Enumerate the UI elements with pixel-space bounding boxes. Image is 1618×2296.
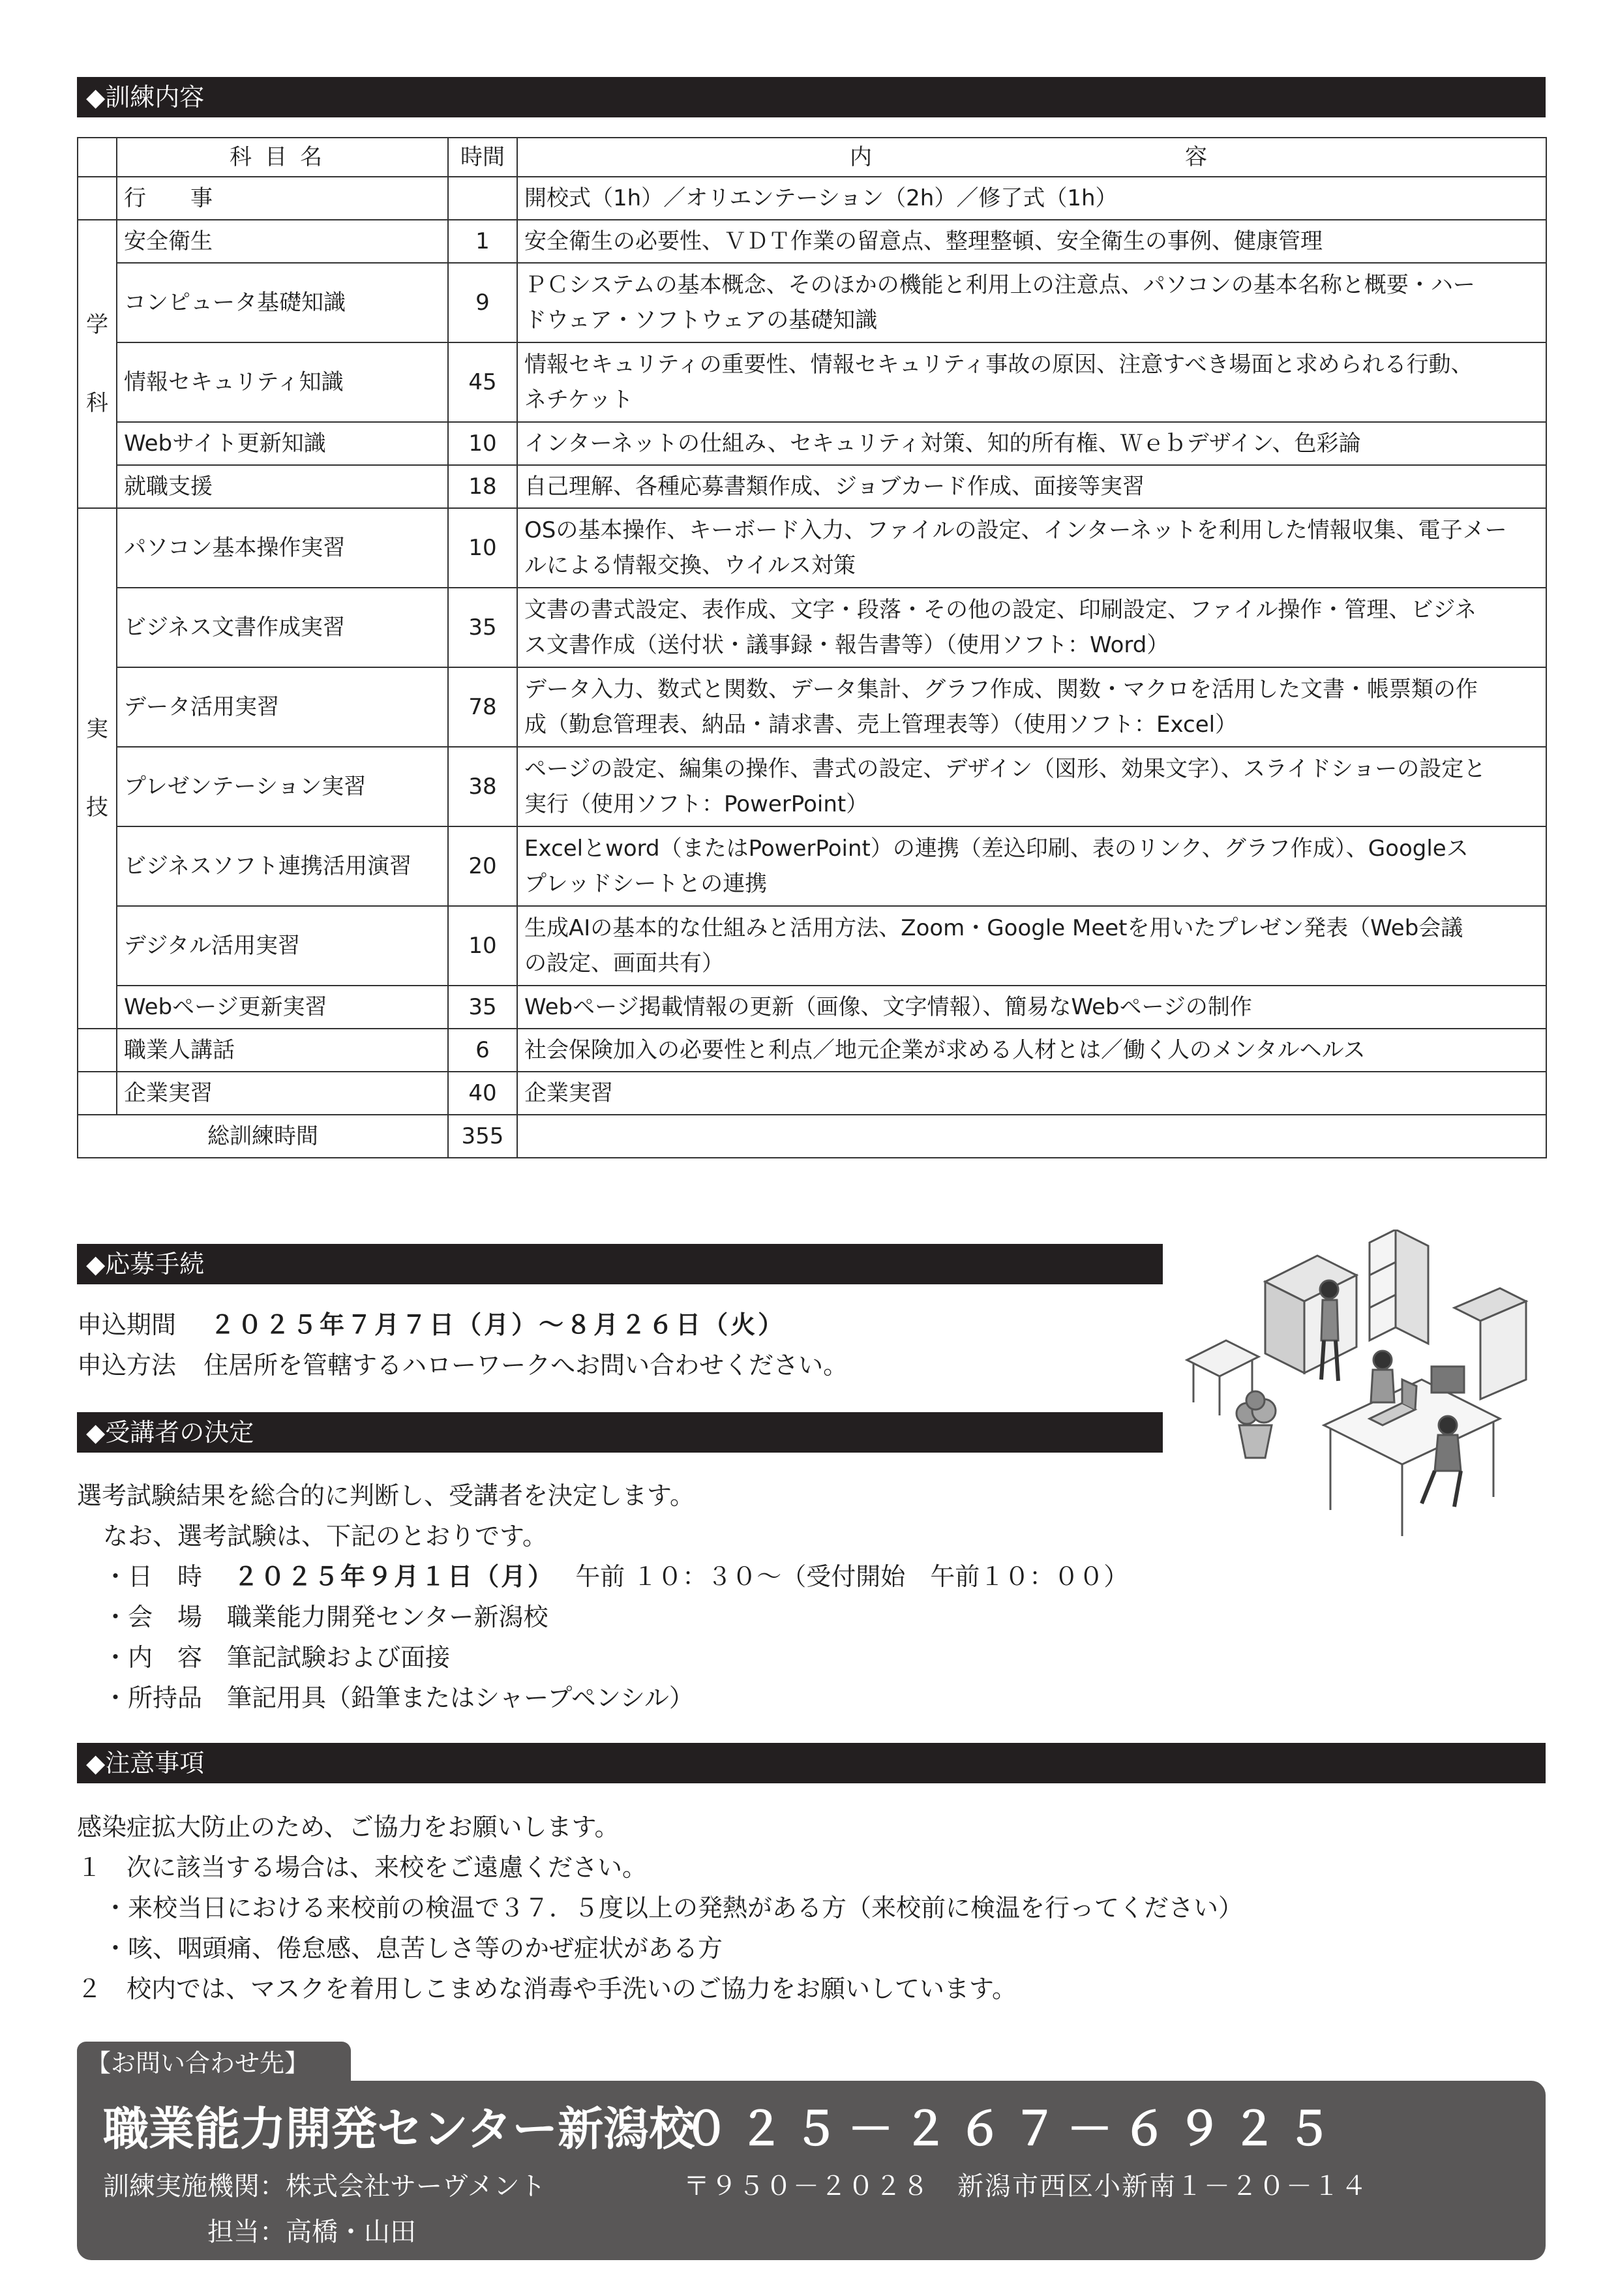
subject-name: 企業実習 xyxy=(117,1072,448,1115)
subject-content: データ入力、数式と関数、データ集計、グラフ作成、関数・マクロを活用した文書・帳票類の作 成（勤怠管理表、納品・請求書、売上管理表等）（使用ソフト：Excel） xyxy=(517,667,1546,747)
notes-item-2: ２ 校内では、マスクを着用しこまめな消毒や手洗いのご協力をお願いしています。 xyxy=(77,1974,1017,2003)
subject-hours: 18 xyxy=(448,465,517,508)
notes-item-1b: ・咳、咽頭痛、倦怠感、息苦しさ等のかぜ症状がある方 xyxy=(103,1934,723,1963)
contact-tab-label: 【お問い合わせ先】 xyxy=(86,2049,310,2077)
contact-tel: ０２５－２６７－６９２５ xyxy=(683,2102,1341,2156)
table-row xyxy=(78,1029,1546,1072)
table-row xyxy=(78,220,1546,263)
category-jitsugi: 実 技 xyxy=(78,508,117,1029)
subject-content: 生成AIの基本的な仕組みと活用方法、Zoom・Google Meetを用いたプレゼン発表（Web会議 の設定、画面共有） xyxy=(517,906,1546,986)
subject-name: Webページ更新実習 xyxy=(117,986,448,1029)
table-row xyxy=(78,826,1546,906)
table-row-event xyxy=(78,177,1546,220)
training-section-title: ◆訓練内容 xyxy=(86,83,205,112)
selection-section-title: ◆受講者の決定 xyxy=(86,1418,254,1447)
category-gakka: 学 科 xyxy=(78,220,117,508)
notes-item-1: １ 次に該当する場合は、来校をご遠慮ください。 xyxy=(77,1853,648,1882)
apply-method-value: 住居所を管轄するハローワークへお問い合わせください。 xyxy=(203,1351,848,1380)
header-hours: 時間 xyxy=(448,138,517,177)
training-table xyxy=(77,137,1547,1158)
table-row xyxy=(78,342,1546,422)
selection-date xyxy=(103,1556,1128,1597)
apply-period-label: 申込期間 xyxy=(77,1310,177,1339)
subject-content: Excelとword（またはPowerPoint）の連携（差込印刷、表のリンク、グラフ作成）、Googleス プレッドシートとの連携 xyxy=(517,826,1546,906)
header-content: 内容 xyxy=(517,138,1546,177)
table-row xyxy=(78,1072,1546,1115)
table-row xyxy=(78,465,1546,508)
subject-content: OSの基本操作、キーボード入力、ファイルの設定、インターネットを利用した情報収集、電子メー ルによる情報交換、ウイルス対策 xyxy=(517,508,1546,588)
selection-note: なお、選考試験は、下記のとおりです。 xyxy=(103,1522,547,1550)
subject-name: デジタル活用実習 xyxy=(117,906,448,986)
total-content xyxy=(517,1115,1546,1158)
apply-period xyxy=(77,1305,785,1345)
header-subject: 科目名 xyxy=(117,138,448,177)
table-row xyxy=(78,588,1546,667)
apply-method-label: 申込方法 xyxy=(77,1351,177,1380)
total-label: 総訓練時間 xyxy=(78,1115,448,1158)
apply-section-header xyxy=(77,1244,1163,1284)
contact-address: 〒９５０－２０２８ 新潟市西区小新南１－２０－１４ xyxy=(683,2171,1368,2201)
subject-content: 企業実習 xyxy=(517,1072,1546,1115)
subject-hours xyxy=(448,177,517,220)
subject-name: 安全衛生 xyxy=(117,220,448,263)
selection-section-header xyxy=(77,1412,1163,1453)
subject-content: 文書の書式設定、表作成、文字・段落・その他の設定、印刷設定、ファイル操作・管理、ビジネ ス文書作成（送付状・議事録・報告書等）（使用ソフト：Word） xyxy=(517,588,1546,667)
subject-name: ビジネス文書作成実習 xyxy=(117,588,448,667)
subject-name: Webサイト更新知識 xyxy=(117,422,448,465)
subject-hours: 10 xyxy=(448,422,517,465)
contact-tab xyxy=(77,2042,351,2085)
subject-name: 就職支援 xyxy=(117,465,448,508)
contact-agency: 訓練実施機関：株式会社サーヴメント xyxy=(103,2171,546,2201)
subject-content: 社会保険加入の必要性と利点／地元企業が求める人材とは／働く人のメンタルヘルス xyxy=(517,1029,1546,1072)
notes-section-title: ◆注意事項 xyxy=(86,1749,205,1777)
table-header-row xyxy=(78,138,1546,177)
subject-hours: 35 xyxy=(448,588,517,667)
office-illustration xyxy=(1174,1230,1539,1536)
subject-name: ビジネスソフト連携活用演習 xyxy=(117,826,448,906)
contact-person: 担当：高橋・山田 xyxy=(207,2217,416,2247)
notes-intro: 感染症拡大防止のため、ご協力をお願いします。 xyxy=(77,1813,620,1841)
contact-org: 職業能力開発センター新潟校 xyxy=(103,2102,695,2156)
subject-hours: 10 xyxy=(448,508,517,588)
subject-hours: 35 xyxy=(448,986,517,1029)
subject-content: ページの設定、編集の操作、書式の設定、デザイン（図形、効果文字）、スライドショーの設定と 実行（使用ソフト：PowerPoint） xyxy=(517,747,1546,826)
table-row xyxy=(78,263,1546,342)
selection-date-rest: 午前 １０：３０～（受付開始 午前１０：００） xyxy=(575,1562,1129,1591)
subject-hours: 40 xyxy=(448,1072,517,1115)
subject-name: コンピュータ基礎知識 xyxy=(117,263,448,342)
selection-intro: 選考試験結果を総合的に判断し、受講者を決定します。 xyxy=(77,1481,695,1510)
subject-name: プレゼンテーション実習 xyxy=(117,747,448,826)
subject-content: 情報セキュリティの重要性、情報セキュリティ事故の原因、注意すべき場面と求められる行動、 ネチケット xyxy=(517,342,1546,422)
subject-content: ＰＣシステムの基本概念、そのほかの機能と利用上の注意点、パソコンの基本名称と概要・ハー ドウェア・ソフトウェアの基礎知識 xyxy=(517,263,1546,342)
subject-hours: 45 xyxy=(448,342,517,422)
subject-content: インターネットの仕組み、セキュリティ対策、知的所有権、Ｗｅｂデザイン、色彩論 xyxy=(517,422,1546,465)
subject-content: 自己理解、各種応募書類作成、ジョブカード作成、面接等実習 xyxy=(517,465,1546,508)
subject-name: パソコン基本操作実習 xyxy=(117,508,448,588)
subject-name: データ活用実習 xyxy=(117,667,448,747)
subject-content: 開校式（1h）／オリエンテーション（2h）／修了式（1h） xyxy=(517,177,1546,220)
subject-hours: 10 xyxy=(448,906,517,986)
notes-section-header xyxy=(77,1743,1546,1783)
apply-method xyxy=(77,1345,848,1385)
table-row xyxy=(78,422,1546,465)
table-row xyxy=(78,508,1546,588)
table-row xyxy=(78,906,1546,986)
subject-hours: 1 xyxy=(448,220,517,263)
selection-date-bold: ２０２５年９月１日（月） xyxy=(233,1562,555,1591)
table-row xyxy=(78,986,1546,1029)
total-hours: 355 xyxy=(448,1115,517,1158)
table-row xyxy=(78,747,1546,826)
subject-content: Webページ掲載情報の更新（画像、文字情報）、簡易なWebページの制作 xyxy=(517,986,1546,1029)
selection-items: ・所持品 筆記用具（鉛筆またはシャープペンシル） xyxy=(103,1684,694,1712)
table-row-total xyxy=(78,1115,1546,1158)
subject-hours: 78 xyxy=(448,667,517,747)
subject-hours: 9 xyxy=(448,263,517,342)
subject-name: 職業人講話 xyxy=(117,1029,448,1072)
subject-name: 行 事 xyxy=(117,177,448,220)
table-row xyxy=(78,667,1546,747)
subject-hours: 38 xyxy=(448,747,517,826)
apply-section-title: ◆応募手続 xyxy=(86,1250,205,1278)
subject-name: 情報セキュリティ知識 xyxy=(117,342,448,422)
apply-period-value: ２０２５年７月７日（月）～８月２６日（火） xyxy=(210,1310,786,1339)
selection-venue: ・会 場 職業能力開発センター新潟校 xyxy=(103,1603,548,1631)
contact-box xyxy=(77,2081,1546,2260)
selection-content: ・内 容 筆記試験および面接 xyxy=(103,1643,451,1672)
training-section-header xyxy=(77,77,1546,117)
notes-item-1a: ・来校当日における来校前の検温で３７．５度以上の発熱がある方（来校前に検温を行ってください） xyxy=(103,1894,1244,1922)
subject-content: 安全衛生の必要性、ＶＤＴ作業の留意点、整理整頓、安全衛生の事例、健康管理 xyxy=(517,220,1546,263)
selection-date-label: ・日 時 xyxy=(103,1562,203,1591)
subject-hours: 6 xyxy=(448,1029,517,1072)
subject-hours: 20 xyxy=(448,826,517,906)
